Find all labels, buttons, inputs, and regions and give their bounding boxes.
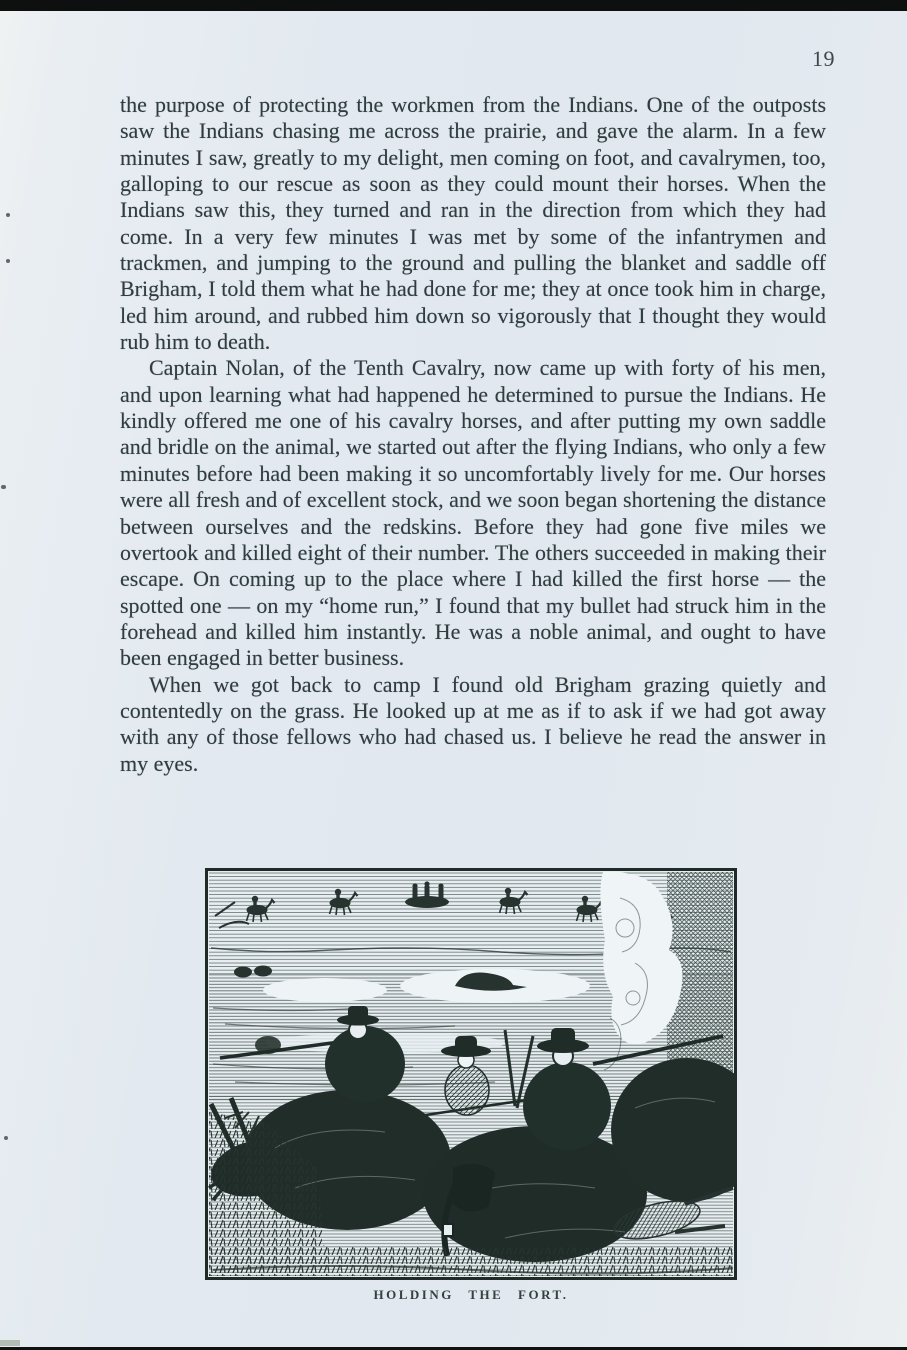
figure-caption: HOLDING THE FORT. <box>373 1287 569 1302</box>
paragraph: the purpose of protecting the workmen from the Indians. One of the outposts saw the Indians chasing me across the prairie, and gave the alarm. In a few minutes I saw, greatly to my delight, men coming on foot, and cavalrymen, too, galloping to our rescue as soon as they could mount their horses. When the Indians saw this, they turned and ran in the direction from which they had come. In a very few minutes I was met by some of the infantrymen and trackmen, and jumping to the ground and pulling the blanket and saddle off Brigham, I told them what he had done for me; they at once took him in charge, led him around, and rubbed him down so vigorously that I thought they would rub him to death. <box>120 92 826 355</box>
scan-top-edge <box>0 0 907 11</box>
illustration-holding-the-fort <box>205 868 737 1303</box>
scan-artifact <box>6 259 10 263</box>
scan-artifact <box>4 1136 8 1140</box>
paragraph: Captain Nolan, of the Tenth Cavalry, now came up with forty of his men, and upon learning what had happened he determined to pursue the Indians. He kindly offered me one of his cavalry horses, and after putting my own saddle and bridle on the animal, we started out after the flying Indians, who only a few minutes before had been making it so uncomfortably lively for me. Our horses were all fresh and of excellent stock, and we soon began shortening the distance between ourselves and the redskins. Before they had gone five miles we overtook and killed eight of their number. The others succeeded in making their escape. On coming up to the place where I had killed the first horse — the spotted one — on my “home run,” I found that my bullet had struck him in the forehead and killed him instantly. He was a noble animal, and ought to have been engaged in better business. <box>120 355 826 671</box>
page-number: 19 <box>812 46 835 71</box>
scan-artifact <box>6 213 10 217</box>
body-text <box>120 92 826 777</box>
scan-artifact <box>1 485 6 489</box>
scan-artifact <box>0 1340 20 1346</box>
paragraph: When we got back to camp I found old Brigham grazing quietly and contentedly on the grass. He looked up at me as if to ask if we had got away with any of those fellows who had chased us. I believe he read the answer in my eyes. <box>120 671 826 776</box>
engraving-image <box>205 868 737 1280</box>
